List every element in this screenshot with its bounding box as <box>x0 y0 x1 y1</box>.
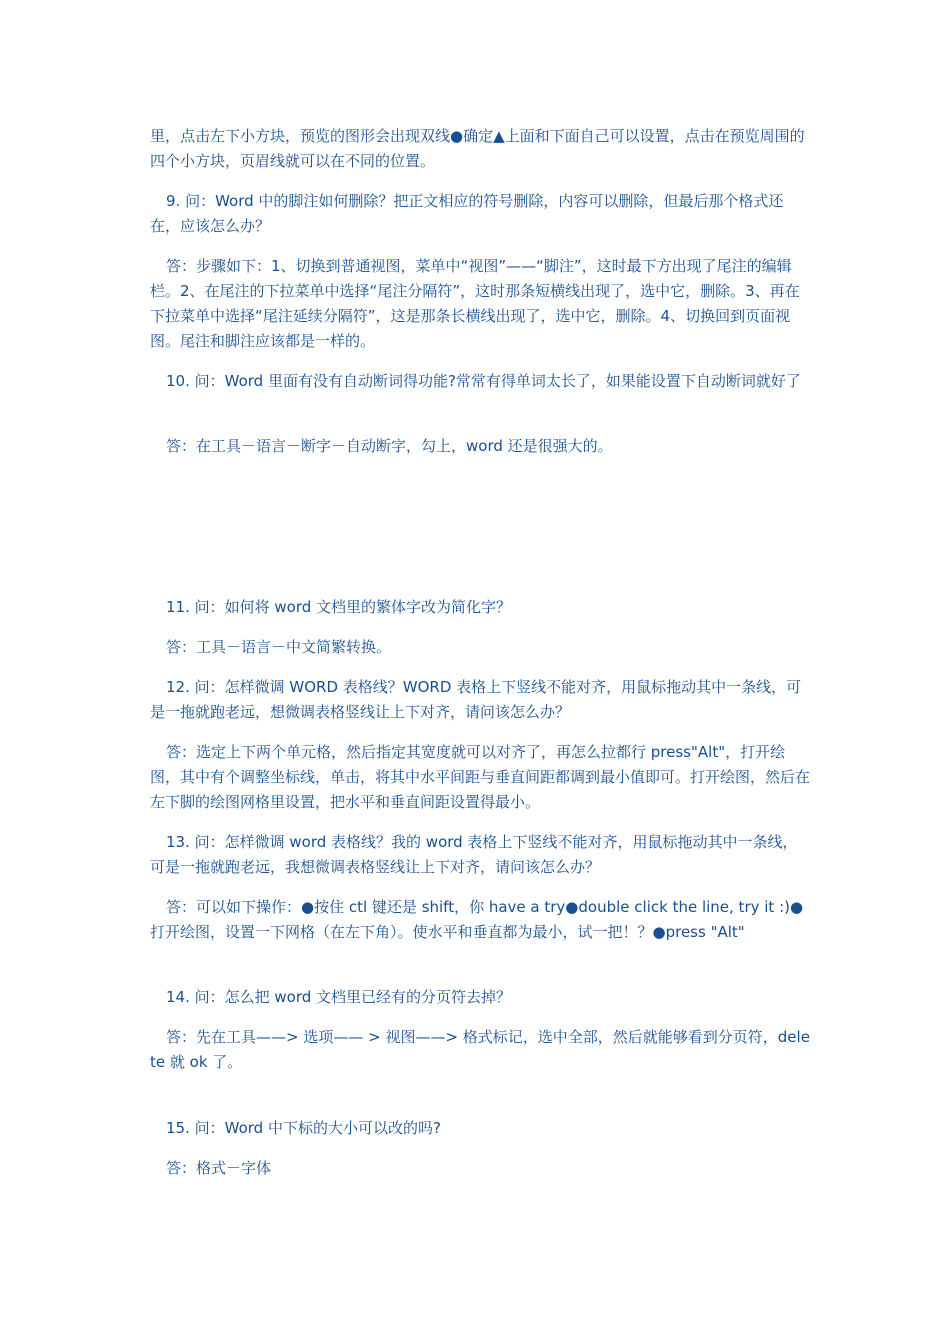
question-12: 12. 问：怎样微调 WORD 表格线？WORD 表格上下竖线不能对齐，用鼠标拖动其中一条线，可是一拖就跑老远，想微调表格竖线让上下对齐，请问该怎么办？ <box>150 678 802 721</box>
question-14: 14. 问：怎么把 word 文档里已经有的分页符去掉？ <box>166 988 512 1006</box>
answer-13: 答：可以如下操作：●按住 ctl 键还是 shift，你 have a try●double click the line, try it :)●打开绘图，设置一下网格（在左下角）。使水平和垂直都为最小，试一把！？●press "Alt" <box>150 898 804 941</box>
question-11: 11. 问：如何将 word 文档里的繁体字改为简化字？ <box>166 598 512 616</box>
answer-15: 答：格式－字体 <box>166 1159 272 1177</box>
question-15: 15. 问：Word 中下标的大小可以改的吗? <box>166 1119 441 1137</box>
question-10: 10. 问：Word 里面有没有自动断词得功能?常常有得单词太长了，如果能设置下自动断词就好了 <box>166 372 801 390</box>
answer-10: 答：在工具－语言－断字－自动断字，勾上，word 还是很强大的。 <box>166 437 613 455</box>
paragraph-header-line-settings: 里，点击左下小方块，预览的图形会出现双线●确定▲上面和下面自己可以设置，点击在预览周围的四个小方块，页眉线就可以在不同的位置。 <box>150 127 805 170</box>
question-13: 13. 问：怎样微调 word 表格线？我的 word 表格上下竖线不能对齐，用鼠标拖动其中一条线，可是一拖就跑老远，我想微调表格竖线让上下对齐，请问该怎么办？ <box>150 833 798 876</box>
answer-11: 答：工具－语言－中文简繁转换。 <box>166 638 392 656</box>
answer-12: 答：选定上下两个单元格，然后指定其宽度就可以对齐了，再怎么拉都行 press"Alt"，打开绘图，其中有个调整坐标线，单击，将其中水平间距与垂直间距都调到最小值即可。打开绘图，然后在左下脚的绘图网格里设置，把水平和垂直间距设置得最小。 <box>150 743 811 811</box>
answer-9: 答：步骤如下：1、切换到普通视图，菜单中“视图”——“脚注”，这时最下方出现了尾注的编辑栏。2、在尾注的下拉菜单中选择“尾注分隔符”，这时那条短横线出现了，选中它，删除。3、再在下拉菜单中选择“尾注延续分隔符”，这是那条长横线出现了，选中它，删除。4、切换回到页面视图。尾注和脚注应该都是一样的。 <box>150 257 800 350</box>
answer-14: 答：先在工具——> 选项—— > 视图——> 格式标记，选中全部，然后就能够看到分页符，delete 就 ok 了。 <box>150 1028 810 1071</box>
question-9: 9. 问：Word 中的脚注如何删除？把正文相应的符号删除，内容可以删除，但最后那个格式还在，应该怎么办？ <box>150 192 784 235</box>
